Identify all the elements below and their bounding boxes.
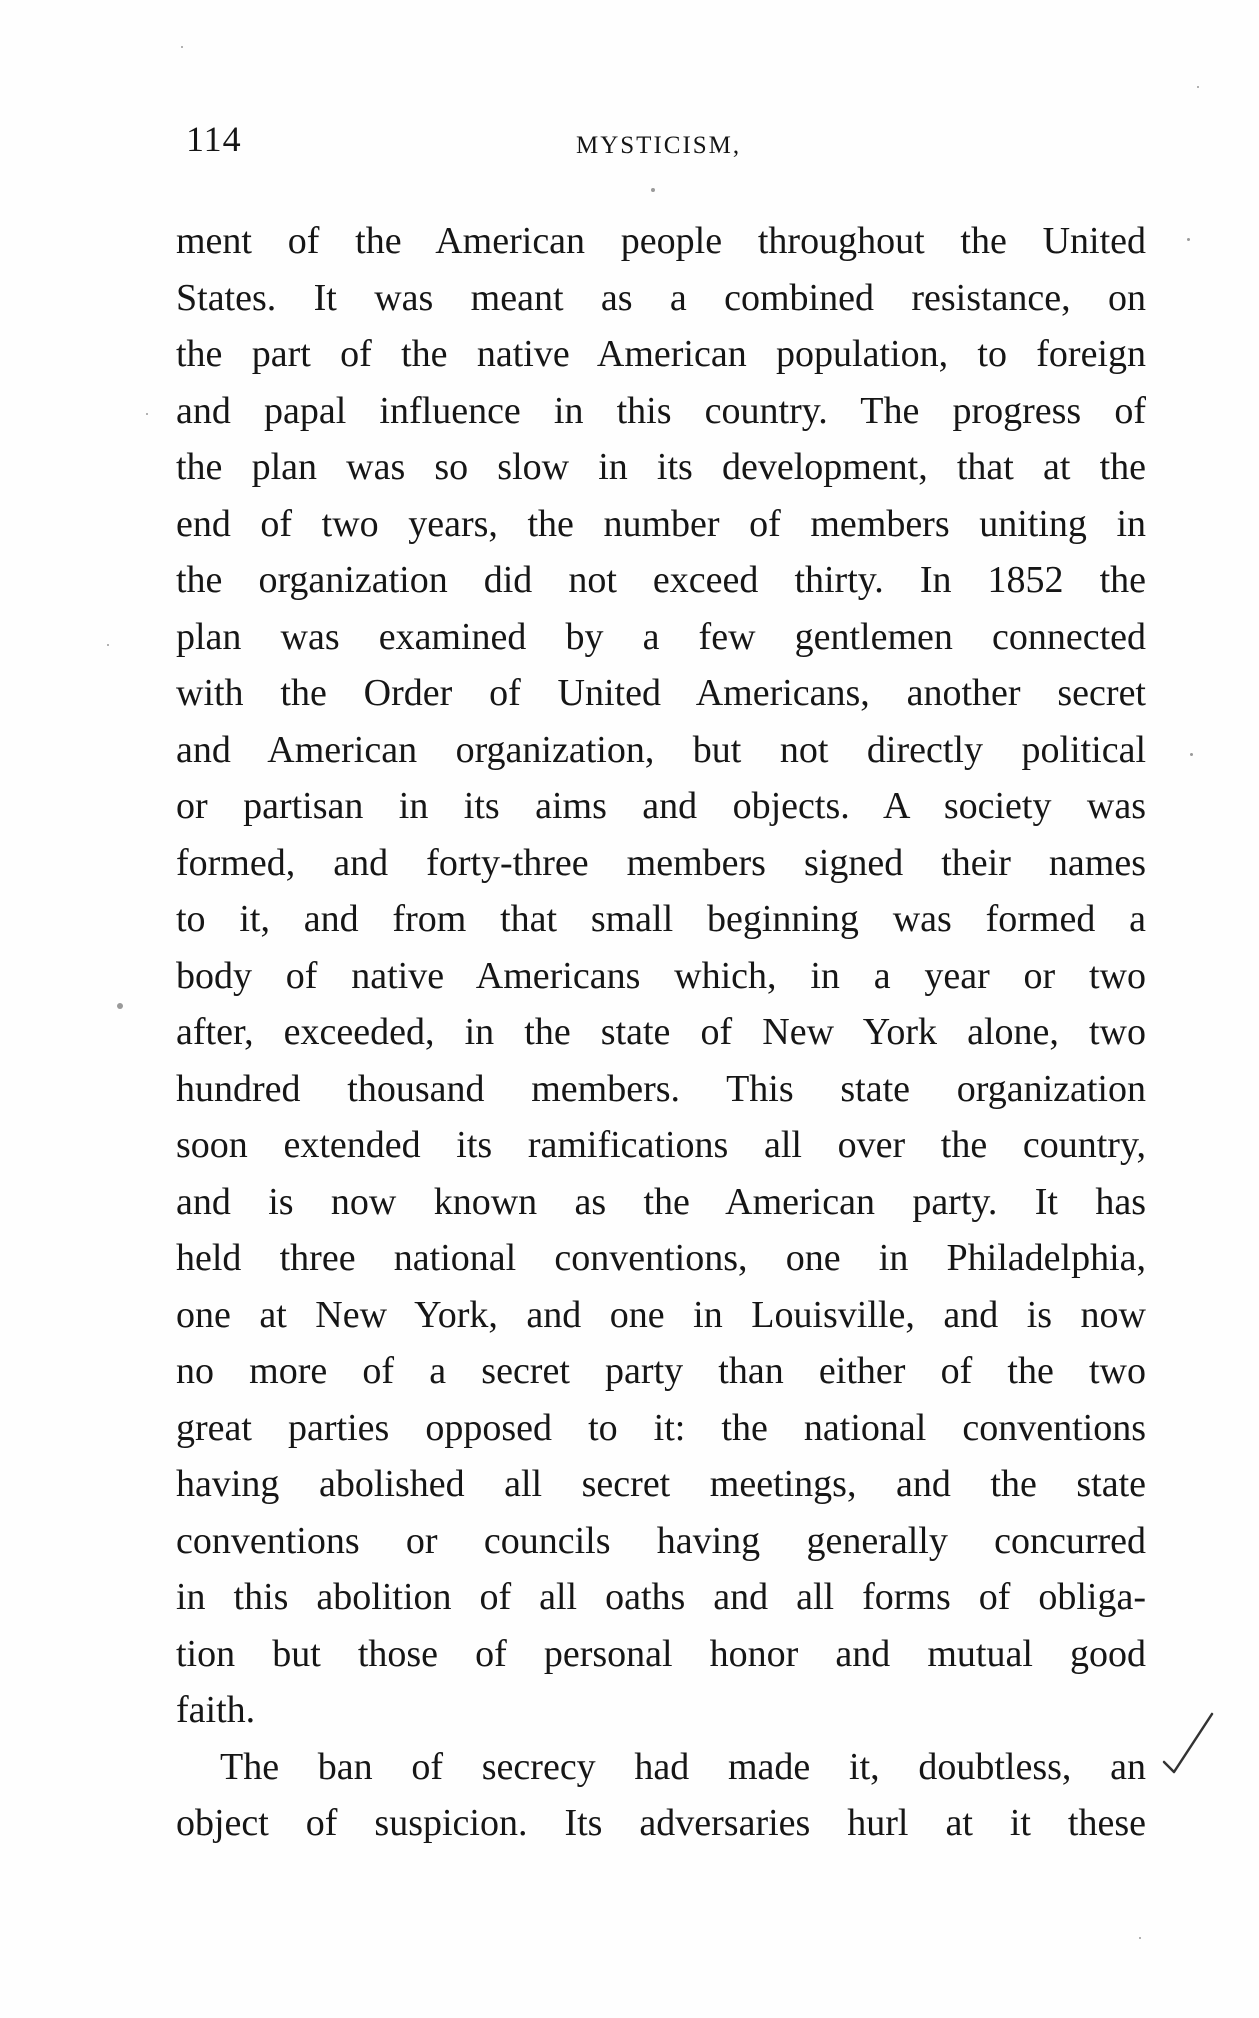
text-line: body of native Americans which, in a year or two bbox=[176, 954, 1146, 997]
paragraph bbox=[176, 1739, 1146, 1852]
paper-speck bbox=[107, 644, 109, 646]
text-line: and American organization, but not directly political bbox=[176, 728, 1146, 771]
text-line: formed, and forty-three members signed their names bbox=[176, 841, 1146, 884]
text-line: no more of a secret party than either of the two bbox=[176, 1350, 1146, 1392]
text-line: one at New York, and one in Louisville, and is now bbox=[176, 1293, 1146, 1336]
text-line: plan was examined by a few gentlemen connected bbox=[176, 615, 1146, 658]
text-line: the organization did not exceed thirty. In 1852 the bbox=[176, 559, 1146, 601]
text-line: ment of the American people throughout the United bbox=[176, 220, 1146, 262]
paper-speck bbox=[1139, 1937, 1141, 1939]
text-line: end of two years, the number of members uniting in bbox=[176, 502, 1146, 545]
body-text bbox=[176, 213, 1146, 1852]
text-line: great parties opposed to it: the national conventions bbox=[176, 1406, 1146, 1449]
text-line: hundred thousand members. This state organization bbox=[176, 1067, 1146, 1110]
page-header bbox=[186, 118, 1146, 168]
paper-speck bbox=[146, 413, 148, 415]
text-line: and papal influence in this country. The progress of bbox=[176, 389, 1146, 432]
text-line: The ban of secrecy had made it, doubtless, an bbox=[220, 1745, 1146, 1788]
text-line: object of suspicion. Its adversaries hurl at it these bbox=[176, 1802, 1146, 1844]
text-line: States. It was meant as a combined resistance, on bbox=[176, 276, 1146, 319]
paper-speck bbox=[117, 1003, 123, 1009]
text-line: after, exceeded, in the state of New York alone, two bbox=[176, 1011, 1146, 1053]
checkmark-annotation-icon bbox=[1160, 1710, 1220, 1790]
text-line: the plan was so slow in its development, that at the bbox=[176, 446, 1146, 488]
text-line: tion but those of personal honor and mutual good bbox=[176, 1632, 1146, 1675]
text-line: conventions or councils having generally concurred bbox=[176, 1519, 1146, 1562]
text-line: or partisan in its aims and objects. A society was bbox=[176, 785, 1146, 827]
paragraph bbox=[176, 213, 1146, 1739]
text-line: to it, and from that small beginning was formed a bbox=[176, 898, 1146, 940]
running-head: MYSTICISM, bbox=[576, 132, 742, 159]
text-line: in this abolition of all oaths and all forms of obliga- bbox=[176, 1576, 1146, 1618]
paper-speck bbox=[651, 188, 655, 192]
text-line: faith. bbox=[176, 1689, 256, 1731]
text-line: with the Order of United Americans, another secret bbox=[176, 672, 1146, 714]
text-line: held three national conventions, one in Philadelphia, bbox=[176, 1237, 1146, 1279]
paper-speck bbox=[1187, 238, 1190, 241]
paper-speck bbox=[181, 46, 183, 48]
text-line: soon extended its ramifications all over the country, bbox=[176, 1124, 1146, 1166]
text-line: and is now known as the American party. It has bbox=[176, 1180, 1146, 1223]
paper-speck bbox=[1197, 86, 1199, 88]
paper-speck bbox=[1190, 753, 1193, 756]
text-line: the part of the native American population, to foreign bbox=[176, 333, 1146, 375]
page-number: 114 bbox=[186, 119, 242, 159]
text-line: having abolished all secret meetings, and the state bbox=[176, 1463, 1146, 1505]
